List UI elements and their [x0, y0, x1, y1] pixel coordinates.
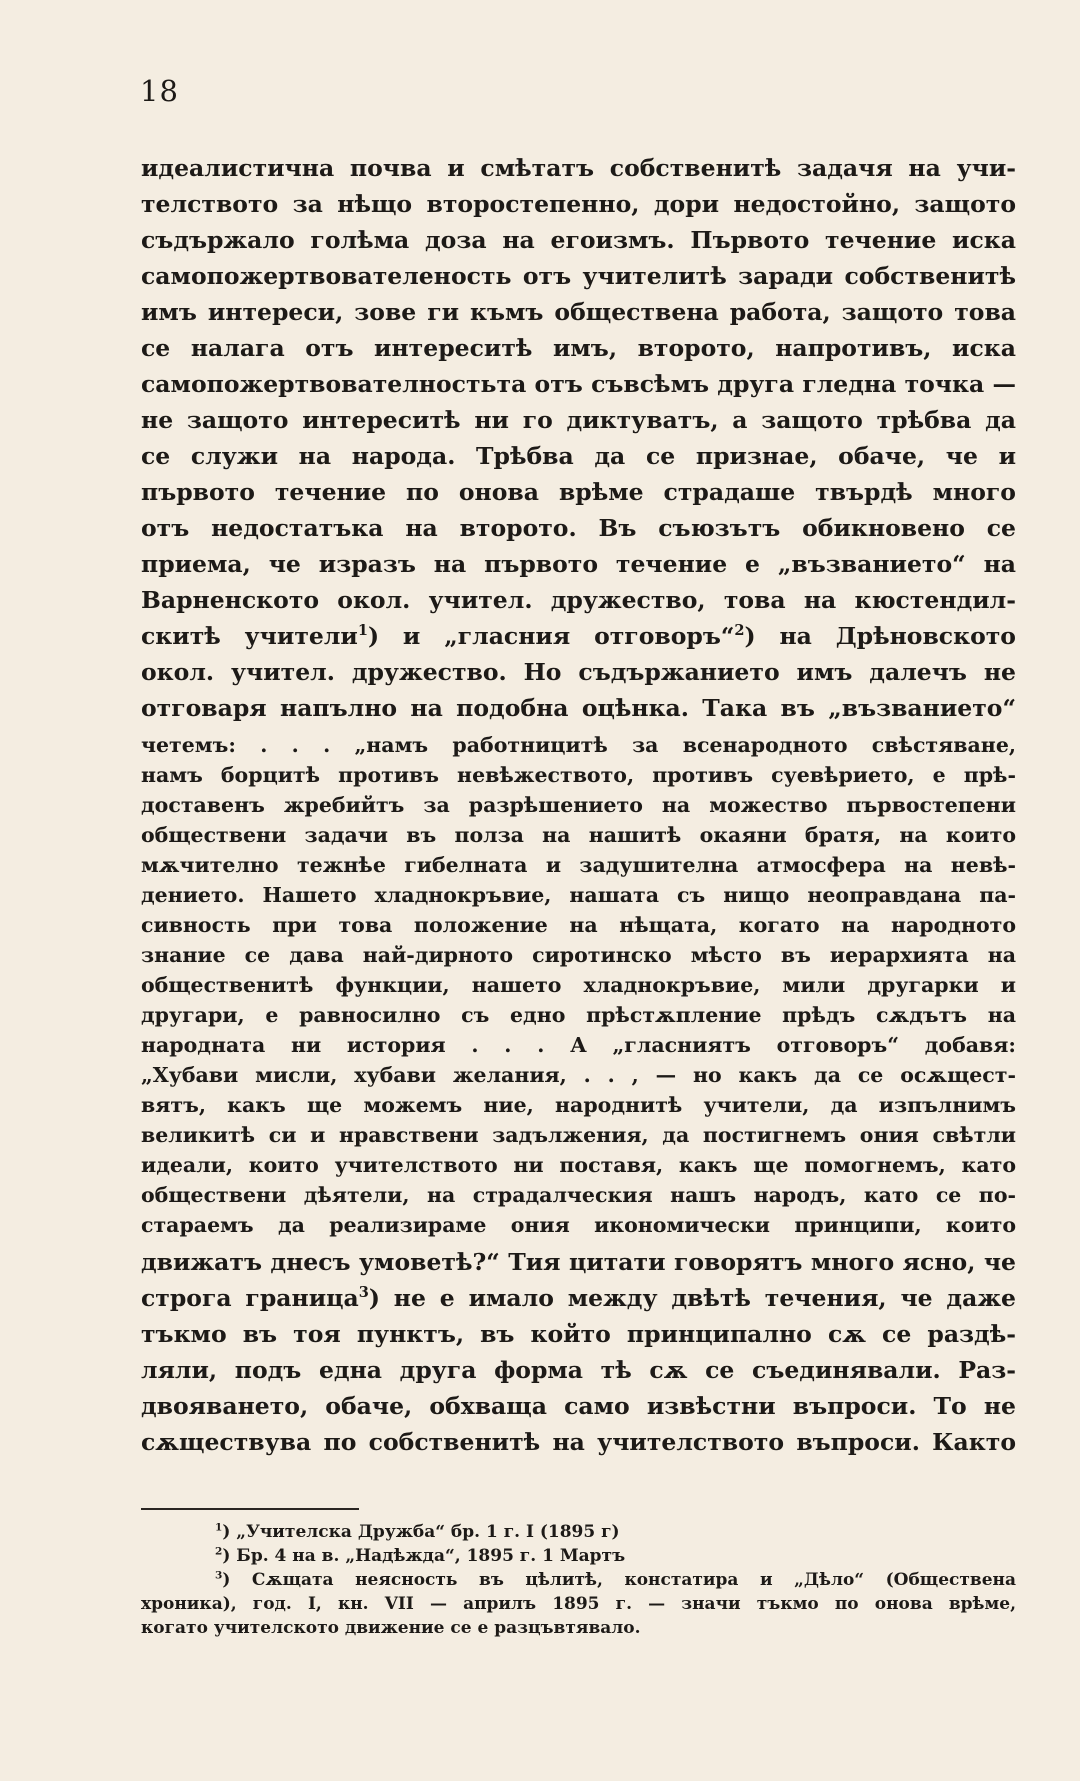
- page-number: 18: [140, 74, 179, 108]
- quote-line: намъ борцитѣ противъ невѣжеството, противъ суевѣрието, е прѣ-: [141, 763, 1016, 787]
- quote-line: общественитѣ функции, нашето хладнокръвие, мили другарки и: [141, 973, 1016, 997]
- footnote-2: [141, 1544, 1016, 1568]
- quote-line: обществени дѣятели, на страдалческия нашъ народъ, като се по-: [141, 1183, 1016, 1207]
- footnote-mark: 3: [215, 1569, 223, 1582]
- text-line: приема, че изразъ на първото течение е „възванието“ на: [141, 550, 1016, 578]
- quote-line: идеали, които учителството ни поставя, какъ ще помогнемъ, като: [141, 1153, 1016, 1177]
- footnote-3-continuation: хроника), год. I, кн. VII — априлъ 1895 г. — значи тъкмо по онова врѣме,: [141, 1594, 1016, 1614]
- footnote-mark: 1: [215, 1521, 223, 1534]
- quote-line: „Хубави мисли, хубави желания, . . , — но какъ да се осѫщест-: [141, 1063, 1016, 1087]
- footnote-1: [141, 1520, 1016, 1544]
- text-line: се налага отъ интереситѣ имъ, второто, напротивъ, иска: [141, 334, 1016, 362]
- text-line: двояването, обаче, обхваща само извѣстни въпроси. То не: [141, 1392, 1016, 1420]
- quote-line: мѫчително тежнѣе гибелната и задушителна атмосфера на невѣ-: [141, 853, 1016, 877]
- text-line: ляли, подъ една друга форма тѣ сѫ се съединявали. Раз-: [141, 1356, 1016, 1384]
- quote-line: народната ни история . . . А „гласниятъ отговоръ“ добавя:: [141, 1033, 1016, 1057]
- text-line: отговаря напълно на подобна оцѣнка. Така въ „възванието“: [141, 694, 1016, 722]
- body-text: [141, 150, 1016, 1460]
- quote-line: знание се дава най-дирното сиротинско мѣсто въ иерархията на: [141, 943, 1016, 967]
- text-line: имъ интереси, зове ги къмъ обществена работа, защото това: [141, 298, 1016, 326]
- text-line-with-footnote-refs: [141, 618, 1016, 654]
- text-line: идеалистична почва и смѣтатъ собственитѣ задачя на учи-: [141, 154, 1016, 182]
- text-line: съдържало голѣма доза на егоизмъ. Първото течение иска: [141, 226, 1016, 254]
- quote-line: вятъ, какъ ще можемъ ние, народнитѣ учители, да изпълнимъ: [141, 1093, 1016, 1117]
- text-line-with-footnote-ref: [141, 1280, 1016, 1316]
- text-segment: ) не е имало между двѣтѣ течения, че даже: [368, 1284, 1017, 1312]
- text-line: отъ недостатъка на второто. Въ съюзътъ обикновено се: [141, 514, 1016, 542]
- text-line: тъкмо въ тоя пунктъ, въ който принципално сѫ се раздѣ-: [141, 1320, 1016, 1348]
- quote-line: стараемъ да реализираме ония икономически принципи, които: [141, 1213, 1016, 1237]
- text-segment: строга граница: [141, 1284, 359, 1312]
- text-line: самопожертвователностьта отъ съвсѣмъ друга гледна точка —: [141, 370, 1016, 398]
- text-segment: скитѣ учители: [141, 622, 358, 650]
- text-line: не защото интереситѣ ни го диктуватъ, а защото трѣбва да: [141, 406, 1016, 434]
- text-line: сѫществува по собственитѣ на учителството въпроси. Както: [141, 1428, 1016, 1456]
- footnote-mark: 2: [215, 1545, 223, 1558]
- footnote-3: [141, 1568, 1016, 1592]
- quote-line: дението. Нашето хладнокръвие, нашата съ нищо неоправдана па-: [141, 883, 1016, 907]
- text-line: самопожертвователеность отъ учителитѣ заради собственитѣ: [141, 262, 1016, 290]
- quote-line: великитѣ си и нравствени задължения, да постигнемъ ония свѣтли: [141, 1123, 1016, 1147]
- text-line: телството за нѣщо второстепенно, дори недостойно, защото: [141, 190, 1016, 218]
- footnote-ref-2: 2: [734, 622, 745, 640]
- footnote-text: ) „Учителска Дружба“ бр. 1 г. I (1895 г): [222, 1522, 620, 1542]
- text-line: се служи на народа. Трѣбва да се признае, обаче, че и: [141, 442, 1016, 470]
- text-segment: ) на Дрѣновското: [744, 622, 1016, 650]
- footnotes: [141, 1520, 1016, 1640]
- quote-line: четемъ: . . . „намъ работницитѣ за всенародното свѣстяване,: [141, 733, 1016, 757]
- quote-line: обществени задачи въ полза на нашитѣ окаяни братя, на които: [141, 823, 1016, 847]
- footnote-ref-1: 1: [357, 622, 368, 640]
- footnote-ref-3: 3: [358, 1284, 369, 1302]
- text-line: първото течение по онова врѣме страдаше твърдѣ много: [141, 478, 1016, 506]
- footnote-separator: [141, 1508, 359, 1510]
- quote-line: сивность при това положение на нѣщата, когато на народното: [141, 913, 1016, 937]
- quote-line: другари, е равносилно съ едно прѣстѫпление прѣдъ сѫдътъ на: [141, 1003, 1016, 1027]
- text-line: движатъ днесъ умоветѣ?“ Тия цитати говорятъ много ясно, че: [141, 1248, 1016, 1276]
- quote-line: доставенъ жребийтъ за разрѣшението на можество първостепени: [141, 793, 1016, 817]
- text-segment: ) и „гласния отговоръ“: [367, 622, 735, 650]
- footnote-text: ) Бр. 4 на в. „Надѣжда“, 1895 г. 1 Мартъ: [222, 1546, 626, 1566]
- text-line: Варненското окол. учител. дружество, това на кюстендил-: [141, 586, 1016, 614]
- quotation-block: [141, 730, 1016, 1240]
- footnote-3-continuation: когато учителското движение се е разцъвтявало.: [141, 1618, 641, 1638]
- footnote-text: ) Сѫщата неясность въ цѣлитѣ, констатира и „Дѣло“ (Обществена: [222, 1570, 1016, 1590]
- text-line: окол. учител. дружество. Но съдържанието имъ далечъ не: [141, 658, 1016, 686]
